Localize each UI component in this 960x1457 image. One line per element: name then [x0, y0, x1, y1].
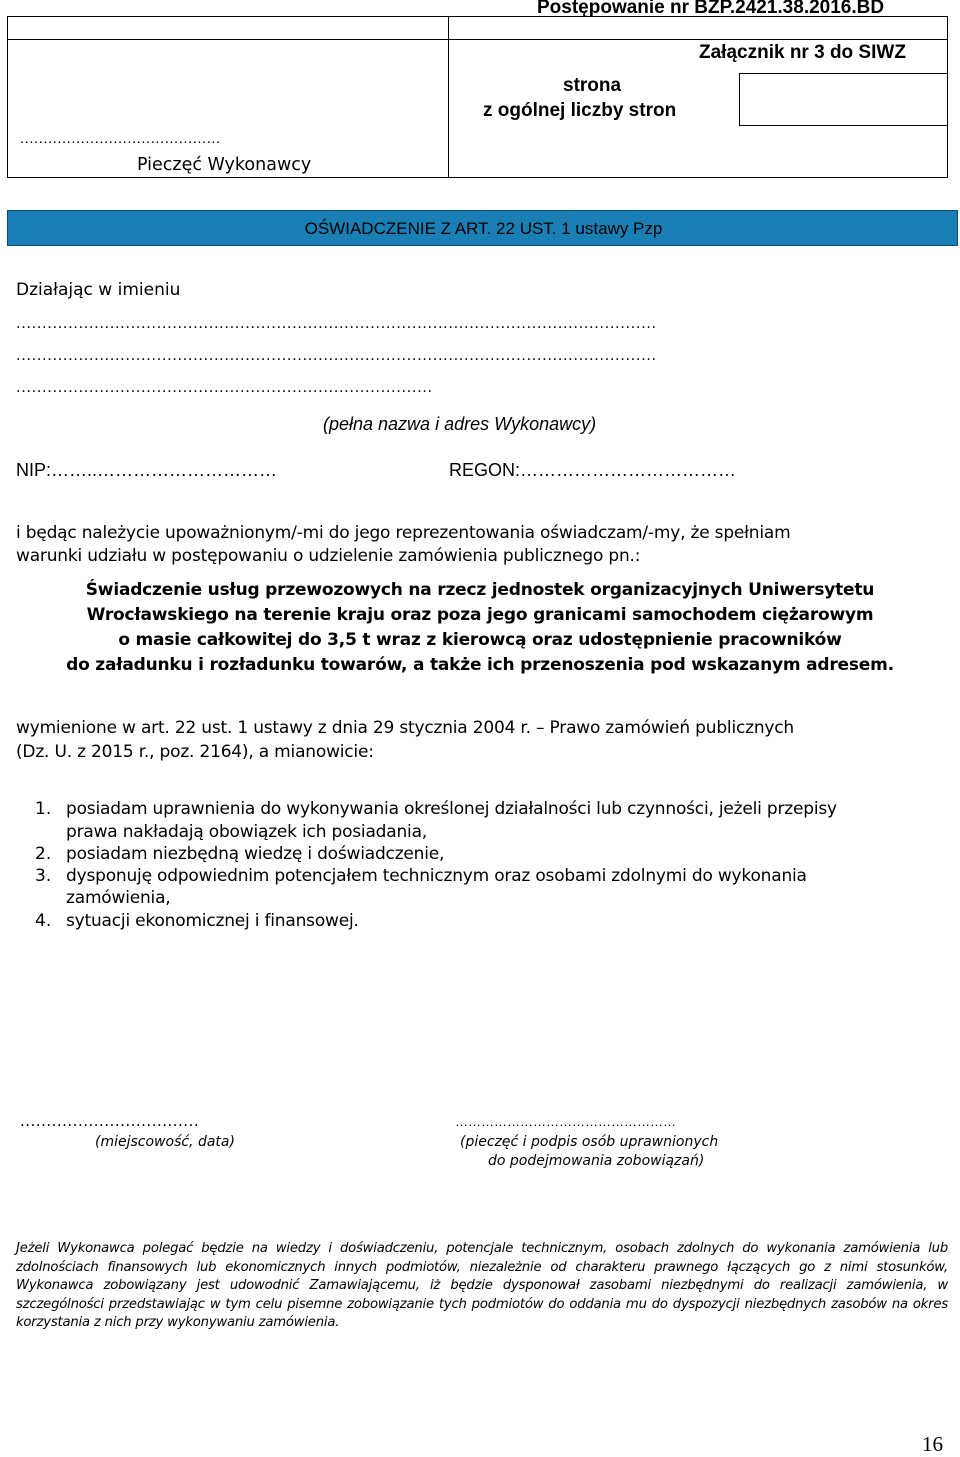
page-count-divider — [739, 73, 740, 125]
dots-line-1: ........................................................................................................................... — [16, 316, 657, 332]
page-label: strona — [563, 75, 622, 96]
procedure-number: Postępowanie nr BZP.2421.38.2016.BD — [537, 0, 885, 18]
condition-3-line-2: zamówienia, — [66, 888, 171, 908]
place-date-dots: .................................. — [20, 1112, 200, 1130]
page-number: 16 — [922, 1432, 943, 1456]
header-vertical-divider — [448, 17, 449, 177]
condition-1-line-1: posiadam uprawnienia do wykonywania określonej działalności lub czynności, jeżeli przepisy — [66, 799, 837, 819]
condition-1-line-2: prawa nakładają obowiązek ich posiadania, — [66, 822, 427, 842]
nip-field: NIP:……..………………………… — [16, 460, 278, 480]
condition-number: 4. — [35, 911, 52, 931]
condition-4-line-1: sytuacji ekonomicznej i finansowej. — [66, 911, 359, 931]
footnote: Jeżeli Wykonawca polegać będzie na wiedzy i doświadczeniu, potencjale technicznym, osobach zdolnych do wykonania zamówienia lub zdolnościach finansowych lub ekonomicznych innych podmiotów, niezależnie od charakteru prawnego łączących go z nimi stosunków, Wykonawca zobowiązany jest udowodnić Zamawiającemu, iż będzie dysponował zasobami niezbędnymi do realizacji zamówienia, w szczególności przedstawiając w tym celu pisemne zobowiązanie tych podmiotów do oddania mu do dyspozycji niezbędnych zasobów na okres korzystania z nich przy wykonywaniu zamówienia. — [16, 1241, 948, 1330]
header-divider — [8, 39, 947, 40]
signature-caption-line-1: (pieczęć i podpis osób uprawnionych — [460, 1134, 719, 1150]
stamp-label: Pieczęć Wykonawcy — [137, 155, 312, 175]
page-box-bottom-line — [739, 125, 947, 126]
statement-title: OŚWIADCZENIE Z ART. 22 UST. 1 ustawy Pzp — [304, 219, 663, 238]
condition-2-line-1: posiadam niezbędną wiedzę i doświadczenie, — [66, 844, 445, 864]
contractor-name-caption: (pełna nazwa i adres Wykonawcy) — [323, 414, 597, 434]
declaration-line-2: warunki udziału w postępowaniu o udzielenie zamówienia publicznego pn.: — [16, 546, 641, 566]
statement-banner — [7, 210, 958, 246]
of-pages-label: z ogólnej liczby stron — [483, 100, 677, 121]
place-date-caption: (miejscowość, data) — [95, 1134, 235, 1150]
condition-number: 3. — [35, 866, 52, 886]
page-box-top-line — [739, 73, 947, 74]
law-line-2: (Dz. U. z 2015 r., poz. 2164), a mianowicie: — [16, 742, 374, 762]
condition-number: 1. — [35, 799, 52, 819]
subject-line-3: o masie całkowitej do 3,5 t wraz z kierowcą oraz udostępnienie pracowników — [118, 630, 842, 650]
dots-line-2: ........................................................................................................................... — [16, 348, 657, 364]
stamp-dots: ........................................... — [20, 130, 221, 147]
regon-field: REGON:……………………………… — [449, 460, 737, 480]
subject-line-1: Świadczenie usług przewozowych na rzecz jednostek organizacyjnych Uniwersytetu — [85, 580, 875, 600]
attachment-label: Załącznik nr 3 do SIWZ — [699, 42, 906, 63]
dots-line-3: ................................................................................ — [16, 380, 433, 396]
subject-line-2: Wrocławskiego na terenie kraju oraz poza jego granicami samochodem ciężarowym — [86, 605, 874, 625]
subject-line-4: do załadunku i rozładunku towarów, a także ich przenoszenia pod wskazanym adresem. — [66, 655, 894, 675]
condition-3-line-1: dysponuję odpowiednim potencjałem technicznym oraz osobami zdolnymi do wykonania — [66, 866, 807, 886]
declaration-line-1: i będąc należycie upoważnionym/-mi do jego reprezentowania oświadczam/-my, że spełniam — [16, 523, 791, 543]
signature-dots: …………………………………………… — [455, 1114, 676, 1129]
signature-caption-line-2: do podejmowania zobowiązań) — [488, 1153, 705, 1169]
condition-number: 2. — [35, 844, 52, 864]
acting-label: Działając w imieniu — [16, 280, 181, 300]
header-table — [7, 16, 948, 178]
law-line-1: wymienione w art. 22 ust. 1 ustawy z dnia 29 stycznia 2004 r. – Prawo zamówień publicznych — [16, 718, 794, 738]
